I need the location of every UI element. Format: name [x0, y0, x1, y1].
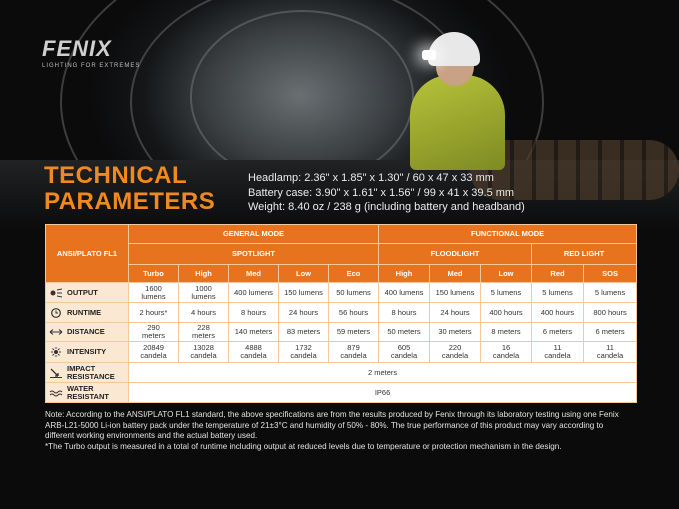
spec-row — [46, 303, 637, 323]
mode-header: Low — [279, 265, 329, 283]
value-cell: 5 lumens — [481, 283, 532, 303]
value-cell: 6 meters — [532, 323, 584, 342]
value-cell: 11 candela — [532, 342, 584, 363]
impact-icon — [49, 368, 63, 378]
footnote: Note: According to the ANSI/PLATO FL1 standard, the above specifications are from the results produced by Fenix through its laboratory testing using one Fenix ARB-L21-5000 Li-ion battery pack under the temperature of 21±3°C and humidity of 50% - 80%. The true performance of this product may vary according to different working environments and the actual battery used. *The Turbo output is measured in a total of runtime including output at reduced levels due to temperature or protection mechanism in the design. — [45, 410, 619, 451]
value-cell: 50 lumens — [329, 283, 379, 303]
value-cell: 83 meters — [279, 323, 329, 342]
value-cell: 605 candela — [379, 342, 430, 363]
standard-label: ANSI/PLATO FL1 — [46, 225, 129, 283]
mode-header: High — [179, 265, 229, 283]
row-label — [46, 323, 129, 342]
spotlight-header: SPOTLIGHT — [129, 244, 379, 265]
mode-header: Med — [430, 265, 481, 283]
merged-value-cell: IP66 — [129, 383, 637, 403]
helmet — [428, 32, 480, 66]
value-cell: 1000 lumens — [179, 283, 229, 303]
distance-icon — [49, 327, 63, 337]
value-cell: 220 candela — [430, 342, 481, 363]
spec-row — [46, 383, 637, 403]
mode-header: Turbo — [129, 265, 179, 283]
value-cell: 56 hours — [329, 303, 379, 323]
title-line-2: PARAMETERS — [44, 188, 216, 215]
page-title — [44, 163, 215, 215]
brand-name: FENIX — [42, 36, 112, 61]
value-cell: 400 lumens — [229, 283, 279, 303]
value-cell: 8 hours — [379, 303, 430, 323]
value-cell: 5 lumens — [584, 283, 637, 303]
value-cell: 400 lumens — [379, 283, 430, 303]
tunnel-ring — [190, 10, 414, 184]
value-cell: 1732 candela — [279, 342, 329, 363]
row-label — [46, 303, 129, 323]
value-cell: 2 hours* — [129, 303, 179, 323]
brand-logo — [42, 36, 140, 69]
intensity-icon — [49, 347, 63, 357]
headlamp-beam — [422, 50, 436, 60]
floodlight-header: FLOODLIGHT — [379, 244, 532, 265]
value-cell: 13028 candela — [179, 342, 229, 363]
row-label-text: WATER RESISTANT — [67, 383, 109, 401]
row-label-text: IMPACT RESISTANCE — [67, 363, 115, 381]
general-mode-header: GENERAL MODE — [129, 225, 379, 244]
row-label — [46, 383, 129, 403]
row-label — [46, 363, 129, 383]
value-cell: 50 meters — [379, 323, 430, 342]
row-label-text: OUTPUT — [67, 287, 98, 297]
spec-row — [46, 363, 637, 383]
mode-header: SOS — [584, 265, 637, 283]
value-cell: 290 meters — [129, 323, 179, 342]
row-label — [46, 283, 129, 303]
weight: Weight: 8.40 oz / 238 g (including battery and headband) — [248, 201, 525, 213]
functional-mode-header: FUNCTIONAL MODE — [379, 225, 637, 244]
brand-tagline: LIGHTING FOR EXTREMES — [42, 63, 141, 69]
value-cell: 24 hours — [279, 303, 329, 323]
value-cell: 6 meters — [584, 323, 637, 342]
title-line-1: TECHNICAL — [44, 162, 188, 189]
value-cell: 150 lumens — [279, 283, 329, 303]
mode-header: Eco — [329, 265, 379, 283]
merged-value-cell: 2 meters — [129, 363, 637, 383]
value-cell: 4888 candela — [229, 342, 279, 363]
clock-icon — [49, 308, 63, 318]
value-cell: 11 candela — [584, 342, 637, 363]
row-label-text: INTENSITY — [67, 347, 107, 356]
mode-header: Low — [481, 265, 532, 283]
value-cell: 16 candela — [481, 342, 532, 363]
mode-header: Red — [532, 265, 584, 283]
water-icon — [49, 388, 63, 398]
value-cell: 30 meters — [430, 323, 481, 342]
worker-figure — [400, 30, 510, 170]
battery-case-dimensions: Battery case: 3.90" x 1.61" x 1.56" / 99 x 41 x 39.5 mm — [248, 186, 515, 199]
mode-header: High — [379, 265, 430, 283]
value-cell: 5 lumens — [532, 283, 584, 303]
headlamp-dimensions: Headlamp: 2.36" x 1.85" x 1.30" / 60 x 47 x 33 mm — [248, 172, 494, 184]
value-cell: 140 meters — [229, 323, 279, 342]
value-cell: 4 hours — [179, 303, 229, 323]
value-cell: 228 meters — [179, 323, 229, 342]
dimensions-block — [248, 171, 525, 215]
value-cell: 8 hours — [229, 303, 279, 323]
spec-row — [46, 283, 637, 303]
value-cell: 59 meters — [329, 323, 379, 342]
hi-vis-jacket — [410, 75, 505, 170]
value-cell: 1600 lumens — [129, 283, 179, 303]
value-cell: 20849 candela — [129, 342, 179, 363]
output-icon — [49, 288, 63, 298]
row-label — [46, 342, 129, 363]
red-light-header: RED LIGHT — [532, 244, 637, 265]
spec-row — [46, 342, 637, 363]
value-cell: 150 lumens — [430, 283, 481, 303]
value-cell: 8 meters — [481, 323, 532, 342]
value-cell: 24 hours — [430, 303, 481, 323]
value-cell: 800 hours — [584, 303, 637, 323]
row-label-text: DISTANCE — [67, 327, 105, 336]
value-cell: 400 hours — [481, 303, 532, 323]
spec-table — [45, 224, 637, 403]
spec-row — [46, 323, 637, 342]
row-label-text: RUNTIME — [67, 307, 102, 317]
value-cell: 879 candela — [329, 342, 379, 363]
value-cell: 400 hours — [532, 303, 584, 323]
mode-header: Med — [229, 265, 279, 283]
